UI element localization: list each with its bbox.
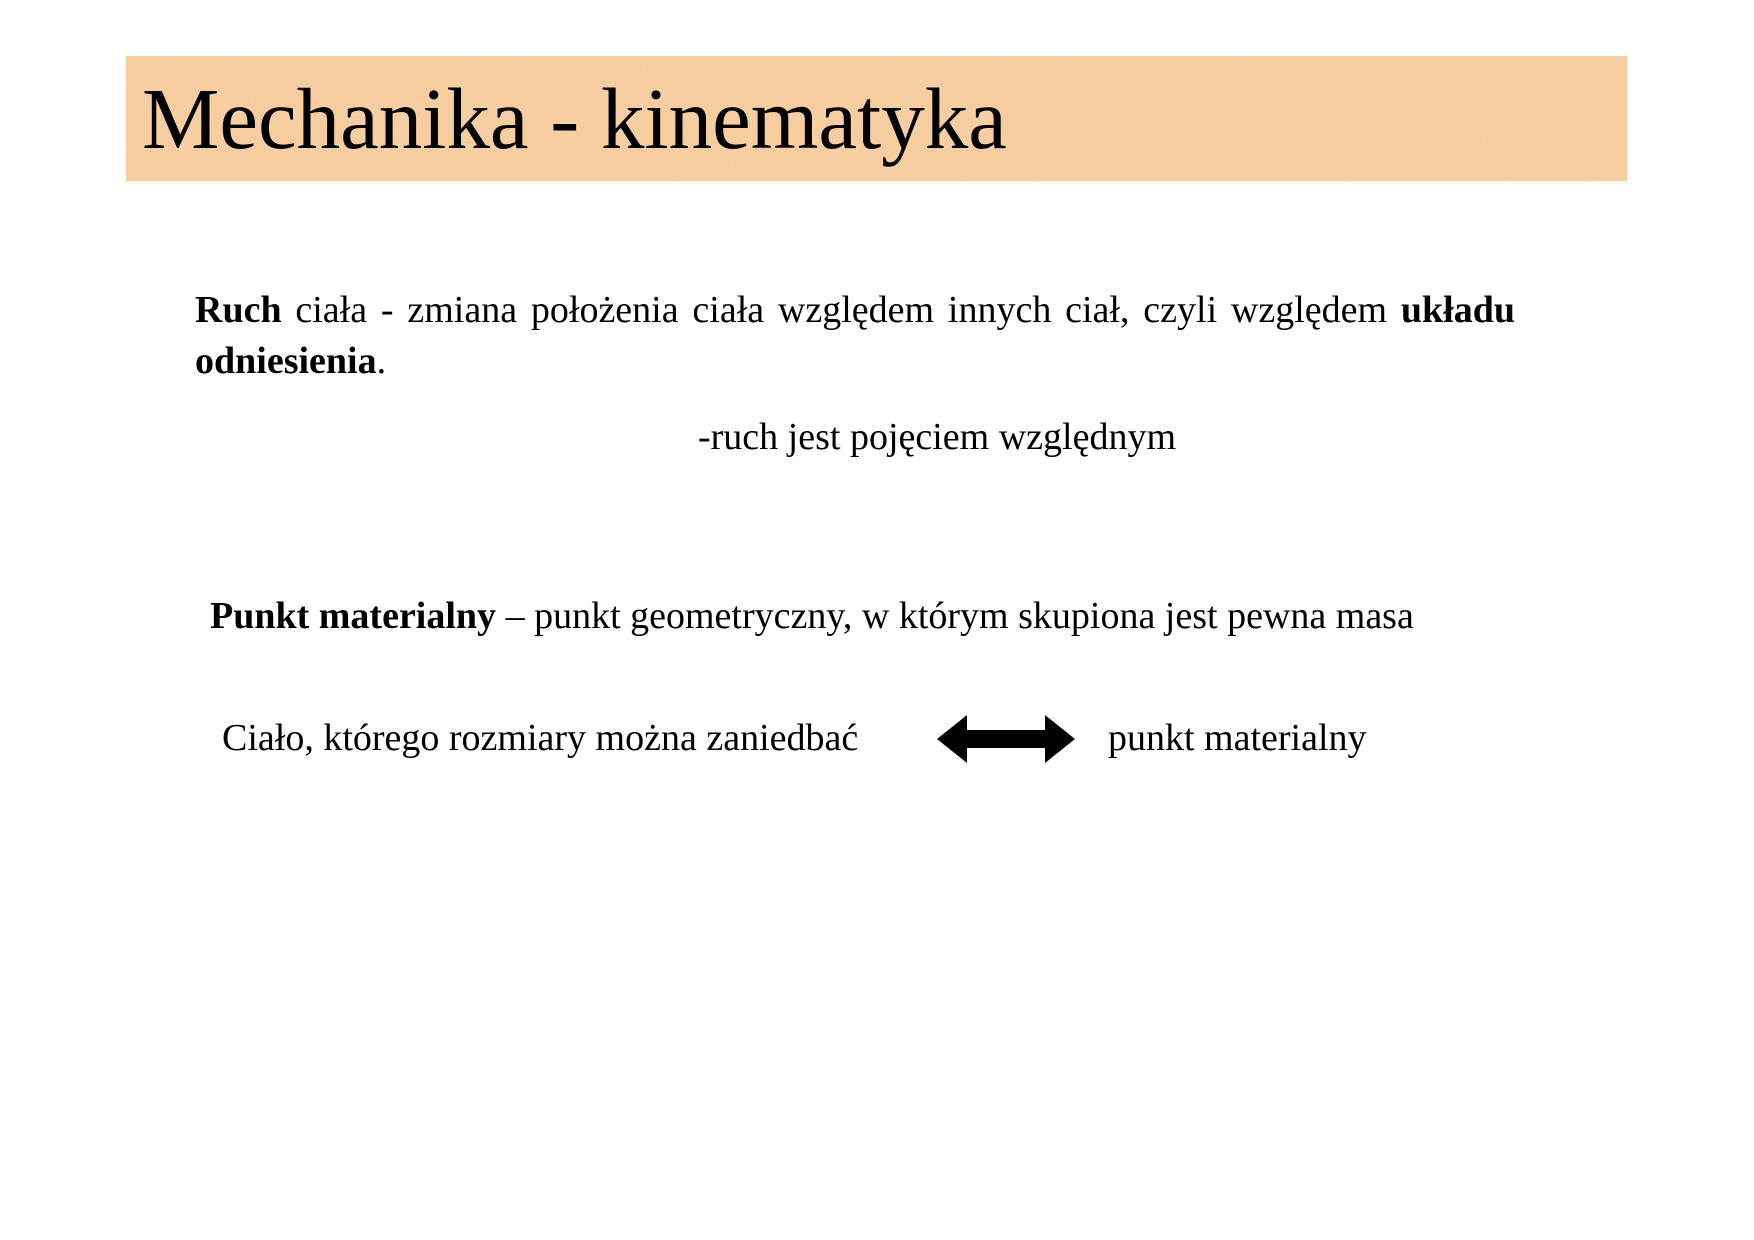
- relative-note: -ruch jest pojęciem względnym: [698, 416, 1177, 458]
- definition-punkt: [210, 591, 1414, 642]
- term-uklad-odniesienia: układu odniesienia: [195, 289, 1515, 382]
- equivalence-right: punkt materialny: [1108, 717, 1367, 759]
- term-punkt-materialny: Punkt materialny: [210, 595, 497, 637]
- slide-title: Mechanika - kinematyka: [142, 70, 1007, 167]
- double-arrow-icon: [937, 715, 1075, 763]
- definition-ruch: [195, 285, 1515, 387]
- term-ruch: Ruch: [195, 289, 282, 331]
- equivalence-left: Ciało, którego rozmiary można zaniedbać: [222, 717, 859, 759]
- definition-ruch-end: .: [376, 340, 387, 382]
- definition-punkt-text: – punkt geometryczny, w którym skupiona jest pewna masa: [496, 595, 1414, 637]
- title-bar: [126, 56, 1627, 181]
- definition-ruch-text: ciała - zmiana położenia ciała względem innych ciał, czyli względem: [281, 289, 1401, 331]
